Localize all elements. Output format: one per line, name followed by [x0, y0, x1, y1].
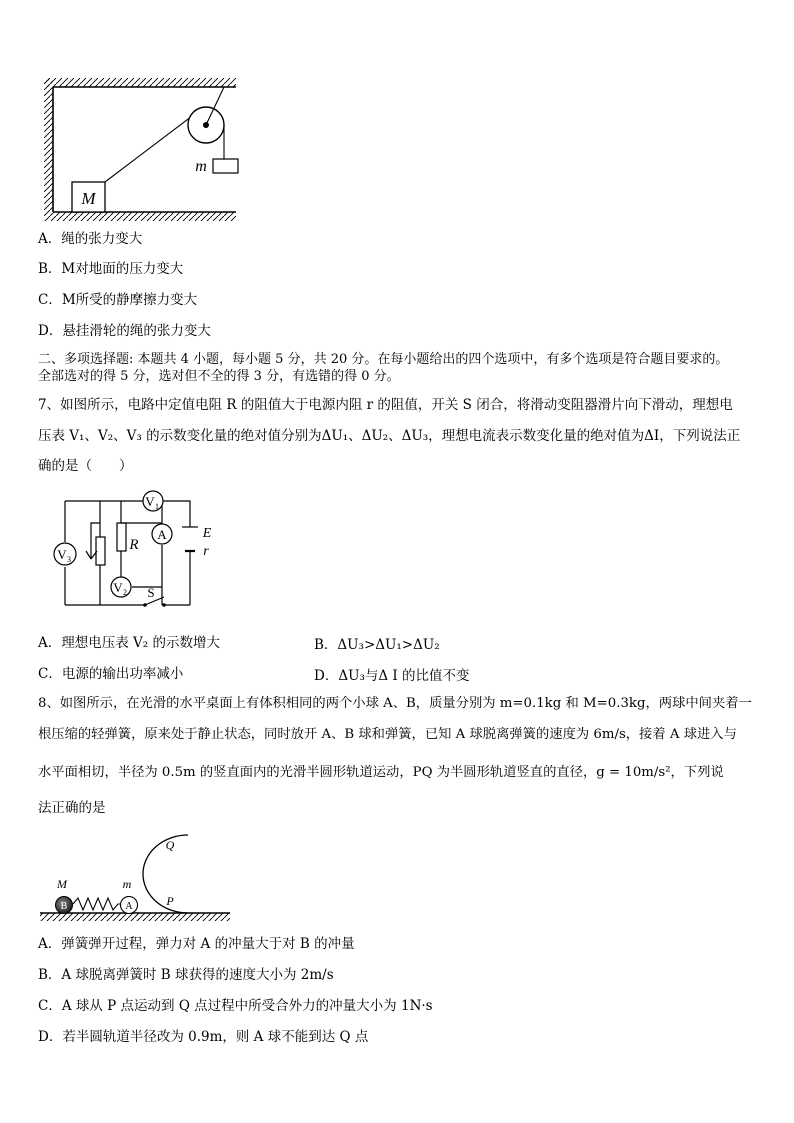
svg-text:3: 3	[67, 555, 71, 564]
q6-option-d: D．悬挂滑轮的绳的张力变大	[38, 323, 211, 339]
spring	[73, 898, 122, 910]
svg-text:A: A	[125, 901, 133, 912]
q7-option-b: B．ΔU₃>ΔU₁>ΔU₂	[314, 637, 440, 653]
ceiling-hatch	[44, 78, 236, 87]
q7-option-a: A．理想电压表 V₂ 的示数增大	[38, 635, 220, 651]
pulley-figure	[38, 78, 243, 223]
switch-dot-right	[162, 603, 166, 607]
resistor-R	[117, 523, 126, 551]
svg-text:V: V	[113, 580, 123, 595]
svg-text:A: A	[157, 527, 167, 542]
circuit-figure	[45, 487, 225, 617]
label-M: M	[57, 877, 67, 891]
q8-line3: 水平面相切，半径为 0.5m 的竖直面内的光滑半圆形轨道运动，PQ 为半圆形轨道竖直的直径，g = 10m/s²，下列说	[38, 765, 724, 780]
q7-line1: 7、如图所示，电路中定值电阻 R 的阻值大于电源内阻 r 的阻值，开关 S 闭合，将滑动变阻器滑片向下滑动，理想电	[38, 397, 733, 413]
q8-option-c: C．A 球从 P 点运动到 Q 点过程中所受合外力的冲量大小为 1N·s	[38, 998, 433, 1014]
label-Q: Q	[165, 838, 175, 852]
section2-line1: 二、多项选择题: 本题共 4 小题，每小题 5 分，共 20 分。在每小题给出的四个选项中，有多个选项是符合题目要求的。	[38, 352, 729, 367]
q7-line3: 确的是（ ）	[38, 458, 133, 474]
svg-text:V: V	[145, 494, 155, 509]
floor-hatch	[44, 212, 236, 221]
q6-option-c: C．M所受的静摩擦力变大	[38, 292, 198, 308]
svg-text:1: 1	[155, 502, 159, 511]
q6-option-b: B．M对地面的压力变大	[38, 261, 184, 277]
q7-option-d: D．ΔU₃与Δ I 的比值不变	[314, 668, 470, 684]
ground-hatch	[40, 913, 230, 921]
q7-option-c: C．电源的输出功率减小	[38, 666, 184, 682]
q6-option-a: A．绳的张力变大	[38, 231, 143, 247]
label-m: m	[122, 877, 132, 891]
label-S: S	[147, 585, 155, 600]
section2-line2: 全部选对的得 5 分，选对但不全的得 3 分，有选错的得 0 分。	[38, 369, 400, 384]
label-r: r	[203, 544, 209, 559]
q7-line2: 压表 V₁、V₂、V₃ 的示数变化量的绝对值分别为ΔU₁、ΔU₂、ΔU₃，理想电流表示数变化量的绝对值为ΔI，下列说法正	[38, 428, 741, 444]
q8-option-b: B．A 球脱离弹簧时 B 球获得的速度大小为 2m/s	[38, 967, 334, 983]
svg-text:B: B	[60, 901, 68, 912]
svg-text:V: V	[57, 547, 67, 562]
label-E: E	[202, 526, 212, 541]
block-m	[213, 159, 238, 173]
rheostat	[96, 537, 105, 565]
switch-dot-left	[143, 603, 147, 607]
label-P: P	[166, 894, 174, 908]
wire-top-right	[161, 501, 190, 527]
wall-hatch	[44, 78, 53, 212]
track-figure	[38, 828, 238, 923]
label-m: m	[195, 158, 207, 175]
q8-option-d: D．若半圆轨道半径改为 0.9m，则 A 球不能到达 Q 点	[38, 1029, 369, 1045]
q8-option-a: A．弹簧弹开过程，弹力对 A 的冲量大于对 B 的冲量	[38, 936, 355, 952]
label-M: M	[81, 189, 96, 208]
q8-line1: 8、如图所示，在光滑的水平桌面上有体积相同的两个小球 A、B，质量分别为 m=0.1kg 和 M=0.3kg，两球中间夹着一	[38, 696, 752, 711]
q8-line2: 根压缩的轻弹簧，原来处于静止状态，同时放开 A、B 球和弹簧，已知 A 球脱离弹簧的速度为 6m/s，接着 A 球进入与	[38, 727, 737, 742]
label-R: R	[129, 537, 139, 553]
svg-text:2: 2	[123, 588, 127, 597]
q8-line4: 法正确的是	[38, 800, 106, 816]
